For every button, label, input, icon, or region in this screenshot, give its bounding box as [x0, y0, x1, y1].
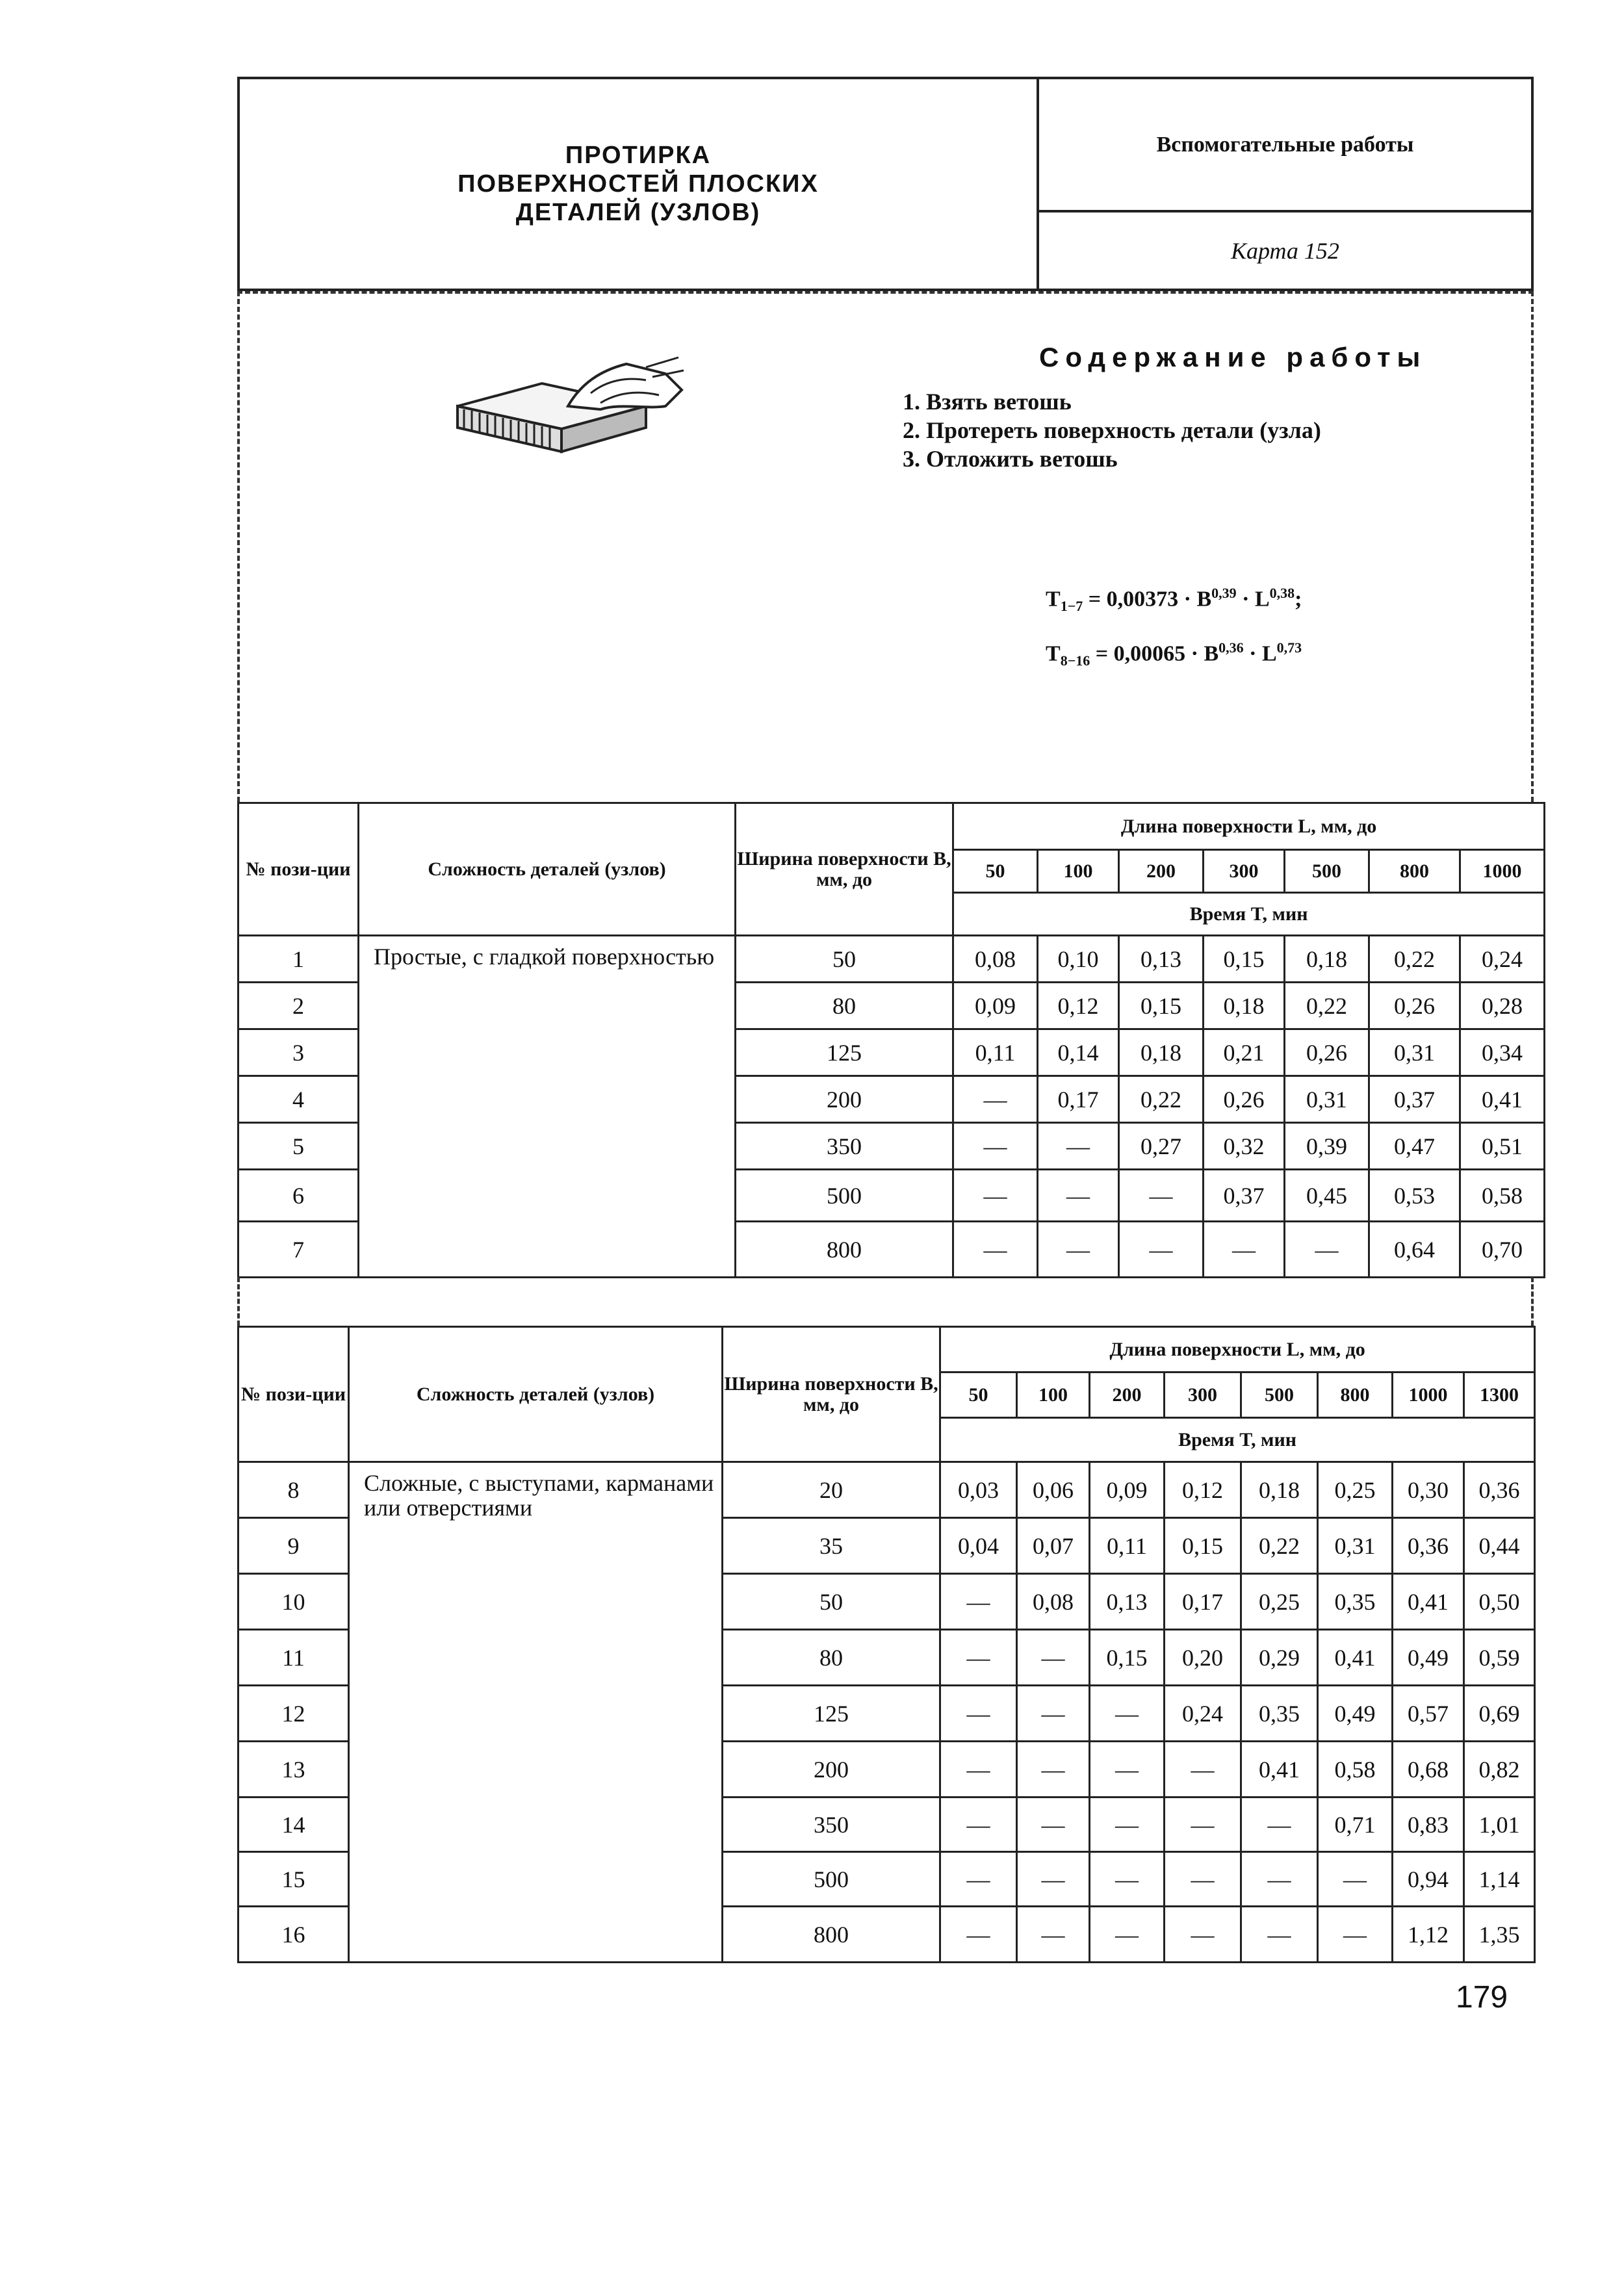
width-cell: 50: [736, 936, 953, 983]
time-cell: —: [940, 1852, 1017, 1907]
time-cell: 0,13: [1119, 936, 1204, 983]
wiping-part-illustration: [451, 344, 685, 458]
time-cell: —: [1165, 1852, 1241, 1907]
width-cell: 80: [723, 1630, 940, 1686]
time-cell: 0,31: [1285, 1076, 1369, 1123]
time-cell: 1,01: [1464, 1798, 1535, 1852]
time-cell: 0,18: [1285, 936, 1369, 983]
time-cell: 0,41: [1393, 1574, 1464, 1630]
time-cell: 0,64: [1369, 1222, 1460, 1278]
header-width: Ширина поверхности B, мм, до: [736, 803, 953, 936]
position-cell: 13: [238, 1742, 349, 1798]
length-value: 300: [1204, 850, 1285, 893]
header-time: Время T, мин: [953, 893, 1545, 936]
time-cell: 1,12: [1393, 1907, 1464, 1963]
time-cell: 0,15: [1090, 1630, 1165, 1686]
time-cell: —: [1017, 1686, 1090, 1742]
time-cell: 0,11: [1090, 1518, 1165, 1574]
time-cell: 0,58: [1318, 1742, 1393, 1798]
width-cell: 200: [723, 1742, 940, 1798]
position-cell: 16: [238, 1907, 349, 1963]
time-cell: 0,82: [1464, 1742, 1535, 1798]
time-cell: 0,35: [1318, 1574, 1393, 1630]
length-value: 200: [1119, 850, 1204, 893]
page-title: ПРОТИРКА ПОВЕРХНОСТЕЙ ПЛОСКИХ ДЕТАЛЕЙ (УЗЛОВ): [458, 142, 819, 226]
time-cell: 0,09: [1090, 1462, 1165, 1518]
header-time: Время T, мин: [940, 1418, 1535, 1462]
time-cell: —: [1119, 1170, 1204, 1222]
time-cell: —: [940, 1907, 1017, 1963]
time-cell: 0,18: [1119, 1029, 1204, 1076]
time-cell: 0,29: [1241, 1630, 1318, 1686]
time-cell: 0,50: [1464, 1574, 1535, 1630]
width-cell: 35: [723, 1518, 940, 1574]
time-cell: 0,34: [1460, 1029, 1545, 1076]
length-value: 500: [1241, 1372, 1318, 1418]
position-cell: 8: [238, 1462, 349, 1518]
header-complexity: Сложность деталей (узлов): [359, 803, 736, 936]
time-cell: —: [953, 1076, 1038, 1123]
time-cell: 0,25: [1241, 1574, 1318, 1630]
complexity-cell: Сложные, с выступами, карманами или отверстиями: [349, 1462, 723, 1963]
length-value: 100: [1017, 1372, 1090, 1418]
time-cell: 1,14: [1464, 1852, 1535, 1907]
time-cell: 0,22: [1285, 983, 1369, 1029]
title-cell: [240, 79, 1039, 289]
time-cell: —: [953, 1170, 1038, 1222]
time-cell: —: [1038, 1222, 1119, 1278]
time-cell: 0,28: [1460, 983, 1545, 1029]
formula-positions-1-7: $T_{1-7} = 0,00373 \cdot B^{0,39} \cdot L^{0,38}$;: [1046, 585, 1302, 615]
time-cell: 0,39: [1285, 1123, 1369, 1170]
time-cell: 0,25: [1318, 1462, 1393, 1518]
time-cell: 0,24: [1460, 936, 1545, 983]
time-cell: 0,53: [1369, 1170, 1460, 1222]
time-cell: 0,21: [1204, 1029, 1285, 1076]
header-width: Ширина поверхности B, мм, до: [723, 1327, 940, 1462]
time-cell: —: [1204, 1222, 1285, 1278]
card-number: Карта 152: [1231, 237, 1339, 264]
time-cell: 0,10: [1038, 936, 1119, 983]
time-cell: 0,32: [1204, 1123, 1285, 1170]
position-cell: 10: [238, 1574, 349, 1630]
time-cell: 0,37: [1204, 1170, 1285, 1222]
length-value: 200: [1090, 1372, 1165, 1418]
width-cell: 500: [736, 1170, 953, 1222]
time-cell: 0,22: [1241, 1518, 1318, 1574]
time-cell: 0,36: [1393, 1518, 1464, 1574]
table-row: [238, 1462, 1535, 1518]
length-value: 50: [940, 1372, 1017, 1418]
time-cell: —: [953, 1123, 1038, 1170]
position-cell: 6: [238, 1170, 359, 1222]
formula-positions-8-16: $T_{8-16} = 0,00065 \cdot B^{0,36} \cdot L^{0,73}$: [1046, 639, 1302, 669]
time-cell: 0,68: [1393, 1742, 1464, 1798]
width-cell: 800: [736, 1222, 953, 1278]
time-cell: —: [1241, 1798, 1318, 1852]
time-cell: —: [1241, 1852, 1318, 1907]
time-cell: —: [1017, 1742, 1090, 1798]
time-cell: 0,58: [1460, 1170, 1545, 1222]
time-cell: —: [940, 1630, 1017, 1686]
time-cell: —: [1017, 1798, 1090, 1852]
time-cell: —: [1165, 1907, 1241, 1963]
category-label: Вспомогательные работы: [1156, 132, 1414, 157]
time-cell: 1,35: [1464, 1907, 1535, 1963]
time-cell: 0,36: [1464, 1462, 1535, 1518]
length-value: 50: [953, 850, 1038, 893]
work-steps-list: [903, 387, 1321, 473]
category-cell: [1039, 79, 1531, 213]
time-cell: 0,26: [1369, 983, 1460, 1029]
time-cell: 0,59: [1464, 1630, 1535, 1686]
time-cell: 0,14: [1038, 1029, 1119, 1076]
time-cell: —: [1038, 1170, 1119, 1222]
time-cell: 0,15: [1165, 1518, 1241, 1574]
time-cell: 0,18: [1204, 983, 1285, 1029]
time-cell: 0,83: [1393, 1798, 1464, 1852]
time-cell: 0,12: [1038, 983, 1119, 1029]
length-value: 1300: [1464, 1372, 1535, 1418]
time-norms-table-simple: [237, 802, 1545, 1278]
position-cell: 3: [238, 1029, 359, 1076]
time-cell: 0,09: [953, 983, 1038, 1029]
work-content-heading: Содержание работы: [1039, 342, 1427, 372]
time-cell: —: [1090, 1686, 1165, 1742]
time-cell: 0,27: [1119, 1123, 1204, 1170]
length-value: 1000: [1393, 1372, 1464, 1418]
position-cell: 14: [238, 1798, 349, 1852]
time-cell: 0,44: [1464, 1518, 1535, 1574]
time-cell: —: [1119, 1222, 1204, 1278]
position-cell: 11: [238, 1630, 349, 1686]
time-cell: 0,08: [953, 936, 1038, 983]
page-number: 179: [1456, 1980, 1508, 2015]
work-step: 1. Взять ветошь: [903, 389, 1072, 415]
time-cell: 0,30: [1393, 1462, 1464, 1518]
time-cell: 0,13: [1090, 1574, 1165, 1630]
time-norms-table-complex: [237, 1326, 1536, 1963]
time-cell: —: [940, 1742, 1017, 1798]
header-length: Длина поверхности L, мм, до: [953, 803, 1545, 850]
time-cell: 0,47: [1369, 1123, 1460, 1170]
time-cell: 0,22: [1369, 936, 1460, 983]
time-cell: —: [1017, 1852, 1090, 1907]
position-cell: 12: [238, 1686, 349, 1742]
time-cell: —: [940, 1798, 1017, 1852]
time-cell: —: [1165, 1742, 1241, 1798]
time-cell: —: [1285, 1222, 1369, 1278]
position-cell: 4: [238, 1076, 359, 1123]
time-cell: —: [1318, 1907, 1393, 1963]
width-cell: 350: [723, 1798, 940, 1852]
time-cell: —: [940, 1574, 1017, 1630]
width-cell: 125: [736, 1029, 953, 1076]
time-cell: —: [1017, 1907, 1090, 1963]
time-cell: 0,35: [1241, 1686, 1318, 1742]
time-cell: —: [1241, 1907, 1318, 1963]
work-step: 3. Отложить ветошь: [903, 446, 1118, 472]
width-cell: 200: [736, 1076, 953, 1123]
time-cell: 0,08: [1017, 1574, 1090, 1630]
time-cell: 0,45: [1285, 1170, 1369, 1222]
position-cell: 5: [238, 1123, 359, 1170]
header-position: № пози-ции: [238, 1327, 349, 1462]
time-cell: —: [1090, 1742, 1165, 1798]
time-cell: 0,22: [1119, 1076, 1204, 1123]
time-cell: 0,41: [1241, 1742, 1318, 1798]
time-cell: 0,04: [940, 1518, 1017, 1574]
time-cell: 0,15: [1119, 983, 1204, 1029]
position-cell: 15: [238, 1852, 349, 1907]
width-cell: 125: [723, 1686, 940, 1742]
position-cell: 2: [238, 983, 359, 1029]
time-cell: 0,26: [1285, 1029, 1369, 1076]
work-content-block: [237, 291, 1534, 802]
width-cell: 50: [723, 1574, 940, 1630]
width-cell: 800: [723, 1907, 940, 1963]
time-cell: 0,31: [1369, 1029, 1460, 1076]
time-cell: 0,26: [1204, 1076, 1285, 1123]
time-cell: 0,41: [1318, 1630, 1393, 1686]
time-cell: 0,15: [1204, 936, 1285, 983]
time-cell: 0,17: [1038, 1076, 1119, 1123]
time-cell: 0,07: [1017, 1518, 1090, 1574]
time-cell: 0,70: [1460, 1222, 1545, 1278]
length-value: 800: [1369, 850, 1460, 893]
length-value: 1000: [1460, 850, 1545, 893]
width-cell: 350: [736, 1123, 953, 1170]
time-cell: —: [940, 1686, 1017, 1742]
length-value: 800: [1318, 1372, 1393, 1418]
time-cell: 0,12: [1165, 1462, 1241, 1518]
header-length: Длина поверхности L, мм, до: [940, 1327, 1535, 1372]
time-cell: 0,03: [940, 1462, 1017, 1518]
time-cell: —: [1038, 1123, 1119, 1170]
table-separator: [237, 1277, 1534, 1326]
length-value: 500: [1285, 850, 1369, 893]
position-cell: 1: [238, 936, 359, 983]
time-cell: 0,31: [1318, 1518, 1393, 1574]
time-cell: 0,06: [1017, 1462, 1090, 1518]
width-cell: 20: [723, 1462, 940, 1518]
time-cell: 0,37: [1369, 1076, 1460, 1123]
time-cell: —: [1090, 1852, 1165, 1907]
time-cell: 0,18: [1241, 1462, 1318, 1518]
time-cell: 0,20: [1165, 1630, 1241, 1686]
header-position: № пози-ции: [238, 803, 359, 936]
header-complexity: Сложность деталей (узлов): [349, 1327, 723, 1462]
time-cell: —: [1318, 1852, 1393, 1907]
time-cell: 0,71: [1318, 1798, 1393, 1852]
width-cell: 80: [736, 983, 953, 1029]
time-cell: 0,49: [1393, 1630, 1464, 1686]
position-cell: 7: [238, 1222, 359, 1278]
time-cell: 0,49: [1318, 1686, 1393, 1742]
time-cell: —: [1090, 1798, 1165, 1852]
time-cell: —: [1017, 1630, 1090, 1686]
card-number-cell: [1039, 213, 1531, 289]
time-cell: 0,41: [1460, 1076, 1545, 1123]
time-cell: —: [1165, 1798, 1241, 1852]
position-cell: 9: [238, 1518, 349, 1574]
length-value: 300: [1165, 1372, 1241, 1418]
time-cell: 0,51: [1460, 1123, 1545, 1170]
width-cell: 500: [723, 1852, 940, 1907]
time-cell: 0,57: [1393, 1686, 1464, 1742]
time-cell: 0,69: [1464, 1686, 1535, 1742]
time-cell: 0,11: [953, 1029, 1038, 1076]
length-value: 100: [1038, 850, 1119, 893]
time-cell: 0,17: [1165, 1574, 1241, 1630]
work-step: 2. Протереть поверхность детали (узла): [903, 417, 1321, 443]
complexity-cell: Простые, с гладкой поверхностью: [359, 936, 736, 1278]
card-header: [237, 77, 1534, 291]
table-row: [238, 936, 1545, 983]
time-cell: —: [953, 1222, 1038, 1278]
time-cell: 0,24: [1165, 1686, 1241, 1742]
time-cell: —: [1090, 1907, 1165, 1963]
time-cell: 0,94: [1393, 1852, 1464, 1907]
